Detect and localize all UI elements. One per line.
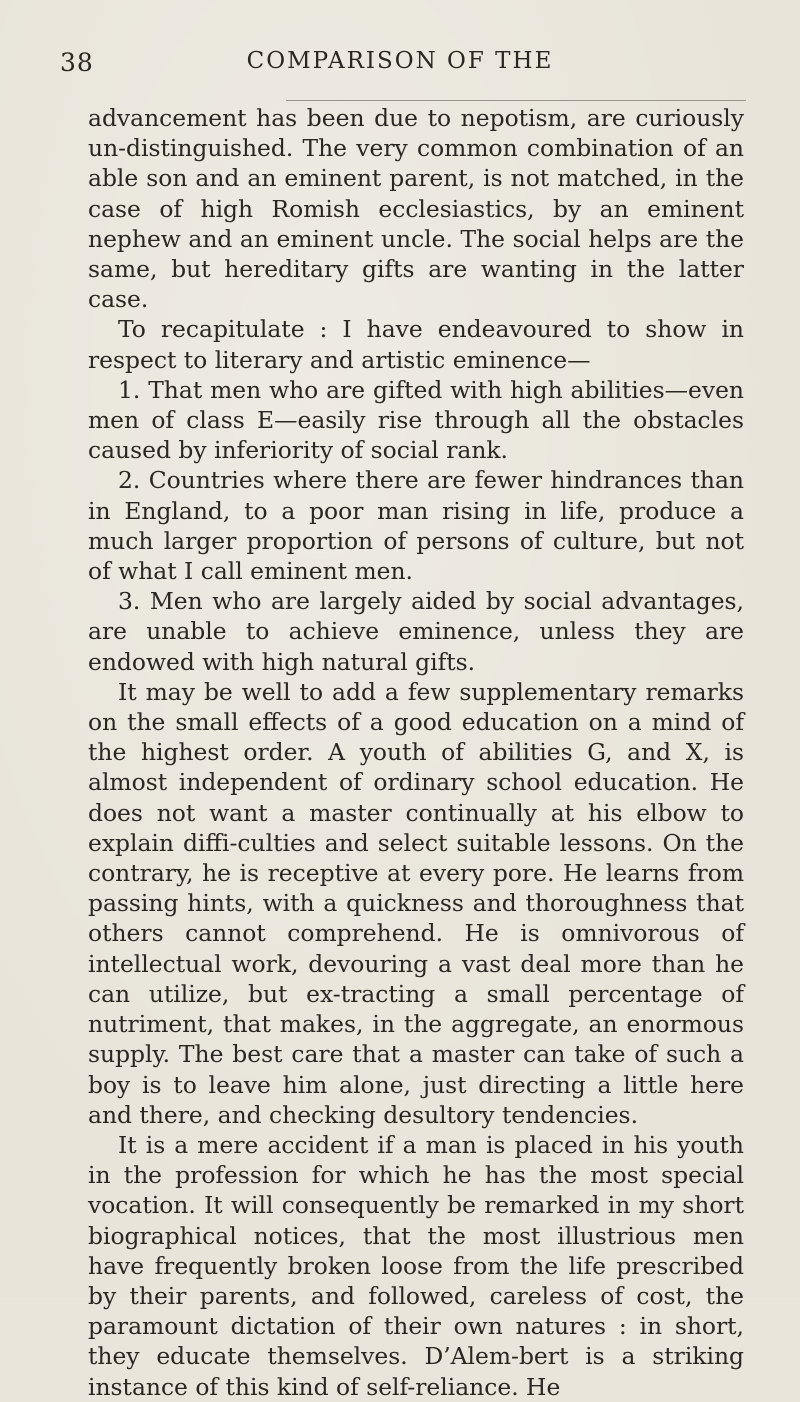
paragraph-recapitulate: To recapitulate : I have endeavoured to show in respect to literary and artistic eminence— [88, 315, 744, 374]
paragraph-point-2: 2. Countries where there are fewer hindrances than in England, to a poor man rising in life, produce a much larger proportion of persons of culture, but not of what I call eminent men. [88, 466, 744, 586]
paragraph-point-1: 1. That men who are gifted with high abilities—even men of class E—easily rise through all the obstacles caused by inferiority of social rank. [88, 375, 744, 465]
page-number: 38 [60, 48, 94, 77]
paragraph-point-3: 3. Men who are largely aided by social advantages, are unable to achieve eminence, unless they are endowed with high natural gifts. [88, 587, 744, 676]
running-title: COMPARISON OF THE [246, 48, 554, 74]
running-head [60, 48, 740, 88]
paragraph-vocation: It is a mere accident if a man is placed in his youth in the profession for which he has the most special vocation. It will consequently be remarked in my short biographical notices, that the most illustrious men have frequently broken loose from the life prescribed by their parents, and followed, careless of cost, the paramount dictation of their own natures : in short, they educate themselves. D’Alem-bert is a striking instance of this kind of self-reliance. He [88, 1130, 744, 1401]
header-rule [286, 100, 746, 101]
paragraph-education: It may be well to add a few supplementary remarks on the small effects of a good education on a mind of the highest order. A youth of abilities G, and X, is almost independent of ordinary school education. He does not want a master continually at his elbow to explain diffi-culties and select suitable lessons. On the contrary, he is receptive at every pore. He learns from passing hints, with a quickness and thoroughness that others cannot comprehend. He is omnivorous of intellectual work, devouring a vast deal more than he can utilize, but ex-tracting a small percentage of nutriment, that makes, in the aggregate, an enormous supply. The best care that a master can take of such a boy is to leave him alone, just directing a little here and there, and checking desultory tendencies. [88, 677, 744, 1129]
paragraph-continuation: advancement has been due to nepotism, are curiously un-distinguished. The very common combination of an able son and an eminent parent, is not matched, in the case of high Romish ecclesiastics, by an eminent nephew and an eminent uncle. The social helps are the same, but hereditary gifts are wanting in the latter case. [88, 104, 744, 314]
body-text [88, 103, 744, 1402]
